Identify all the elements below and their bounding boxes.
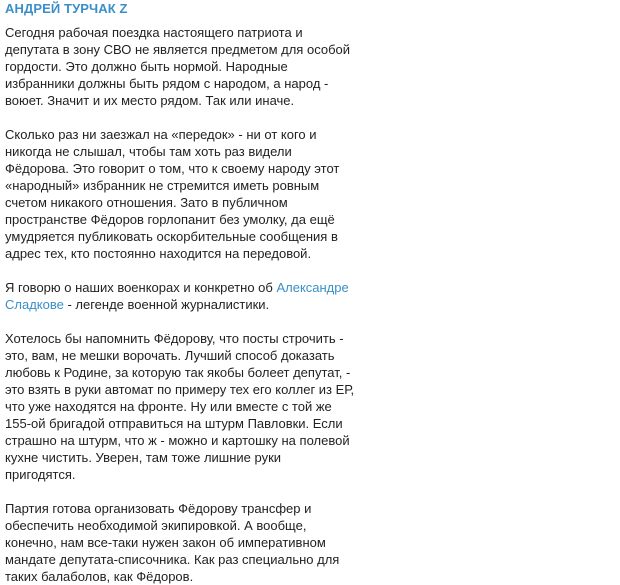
post-paragraph: Сегодня рабочая поездка настоящего патриота и депутата в зону СВО не является предметом для особой гордости. Это должно быть нормой. Народные избранники должны быть рядом с народом, а народ - воюет. Значит и их место рядом. Так или иначе. <box>5 25 351 108</box>
post-paragraph-with-link <box>5 279 355 313</box>
post <box>5 0 355 585</box>
post-paragraph: Хотелось бы напомнить Фёдорову, что посты строчить - это, вам, не мешки ворочать. Лучший способ доказать любовь к Родине, за которую так якобы болеет депутат, - это взять в руки автомат по примеру тех его коллег из ЕР, что уже находятся на фронте. Ну или вместе с той же 155-ой бригадой отправиться на штурм Павловки. Если страшно на штурм, что ж - можно и картошку на полевой кухне чистить. Уверен, там тоже лишние руки пригодятся. <box>5 331 355 482</box>
post-paragraph: Партия готова организовать Фёдорову трансфер и обеспечить необходимой экипировкой. А вообще, конечно, нам все-таки нужен закон об императивном мандате депутата-списочника. Как раз специально для таких балаболов, как Фёдоров. <box>5 501 340 584</box>
paragraph-text-before-link: Я говорю о наших военкорах и конкретно об <box>5 280 277 295</box>
sladkov-link[interactable]: Александре Сладкове <box>5 280 349 312</box>
author-name-link[interactable]: АНДРЕЙ ТУРЧАК Z <box>5 1 128 16</box>
paragraph-text-after-link: - легенде военной журналистики. <box>63 297 270 312</box>
post-paragraph: Сколько раз ни заезжал на «передок» - ни от кого и никогда не слышал, чтобы там хоть раз видели Фёдорова. Это говорит о том, что к своему народу этот «народный» избранник не стремится иметь ровным счетом никакого отношения. Зато в публичном пространстве Фёдоров горлопанит без умолку, да ещё умудряется публиковать оскорбительные сообщения в адрес тех, кто постоянно находится на передовой. <box>5 127 340 261</box>
